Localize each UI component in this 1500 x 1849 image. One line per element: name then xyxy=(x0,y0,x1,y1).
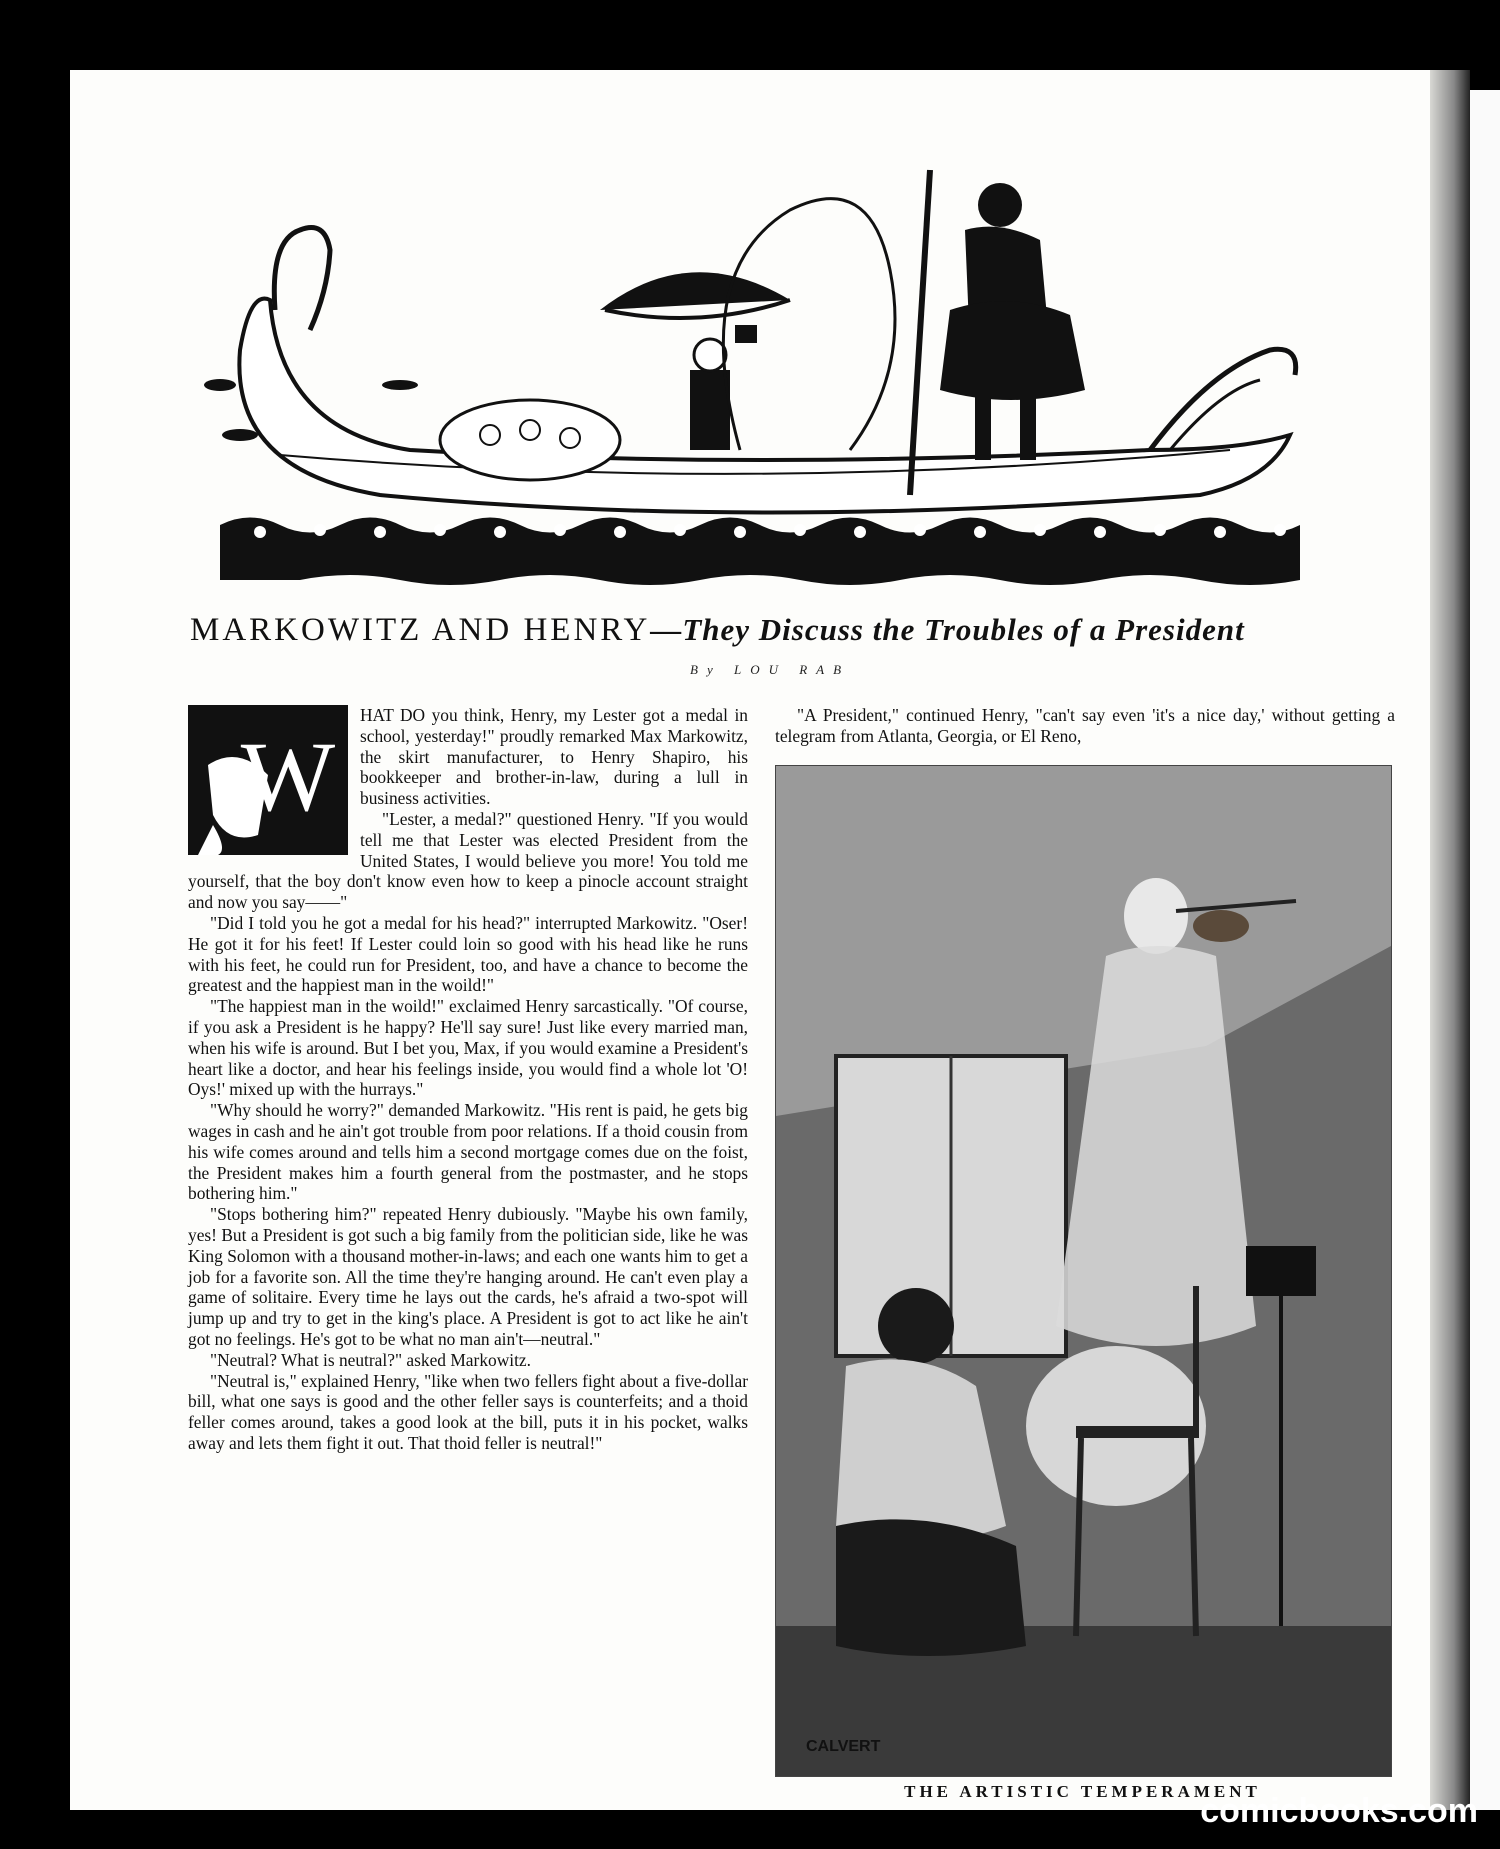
artist-signature: CALVERT xyxy=(806,1738,881,1755)
paragraph: HAT DO you think, Henry, my Lester got a medal in school, yesterday!" proudly remarked Max Markowitz, the skirt manufacturer, to Henry Shapiro, his bookkeeper and brother-in-law, during a lull in business activities. xyxy=(360,705,748,809)
title-subtitle: —They Discuss the Troubles of a President xyxy=(650,612,1245,647)
watermark: comicbooks.com xyxy=(1200,1792,1478,1830)
facing-page-edge xyxy=(1470,90,1500,1810)
dropcap-illustration xyxy=(188,705,348,855)
dropcap-letter: W xyxy=(240,721,336,832)
violinist-illustration xyxy=(775,765,1392,1777)
left-text-column xyxy=(188,705,748,1454)
paragraph: "Why should he worry?" demanded Markowitz. "His rent is paid, he gets big wages in cash and he ain't got trouble from poor relations. If a thoid cousin from his wife comes around and tells him a second mortgage comes due on the foist, the President makes him a fourth general from the postmaster, and he stops bothering him." xyxy=(188,1100,748,1204)
paragraph: "Lester, a medal?" questioned Henry. "If you would tell me that Lester was elected President from the United States, I would believe you more! You told me yourself, that the boy don't know even how to keep a pinocle account straight and now you say——" xyxy=(188,808,748,913)
paragraph: "A President," continued Henry, "can't say even 'it's a nice day,' without getting a telegram from Atlanta, Georgia, or El Reno, xyxy=(775,705,1395,746)
title-main: MARKOWITZ AND HENRY xyxy=(190,612,651,648)
article-title xyxy=(190,612,1390,649)
right-text-column xyxy=(775,705,1395,747)
paragraph: "Neutral? What is neutral?" asked Markowitz. xyxy=(210,1349,531,1370)
illustration-caption: THE ARTISTIC TEMPERAMENT xyxy=(904,1782,1261,1801)
paragraph: "Did I told you he got a medal for his head?" interrupted Markowitz. "Oser! He got it for his feet! If Lester could loin so good with his head like he runs with his feet, he could run for President, too, and have a chance to become the greatest and the happiest man in the woild!" xyxy=(188,912,748,996)
paragraph: "The happiest man in the woild!" exclaimed Henry sarcastically. "Of course, if you ask a President is he happy? He'll say sure! Just like every married man, when his wife is around. But I bet you, Max, if you would examine a President's heart like a doctor, and hear his feelings inside, you would find a whole lot 'O! Oys!' mixed up with the hurrays." xyxy=(188,996,748,1100)
paragraph: "Stops bothering him?" repeated Henry dubiously. "Maybe his own family, yes! But a President is got such a big family from the politician side, like he was King Solomon with a thousand mother-in-laws; and each one wants him to get a job for a favorite son. All the time they're hanging around. He can't even play a game of solitaire. Every time he lays out the cards, he's afraid a two-spot will jump up and try to get in the king's place. A President is got to act like he ain't got no feelings. He's got to be what no man ain't—neutral." xyxy=(188,1204,748,1349)
byline: By LOU RAB xyxy=(690,662,851,677)
gondola-illustration xyxy=(150,150,1380,600)
paragraph: "Neutral is," explained Henry, "like when two fellers fight about a five-dollar bill, what one says is good and the other feller says is counterfeits; and a thoid feller comes around, takes a good look at the bill, puts it in his pocket, walks away and lets them fight it out. That thoid feller is neutral!" xyxy=(188,1370,748,1453)
page-gutter xyxy=(1430,70,1470,1810)
